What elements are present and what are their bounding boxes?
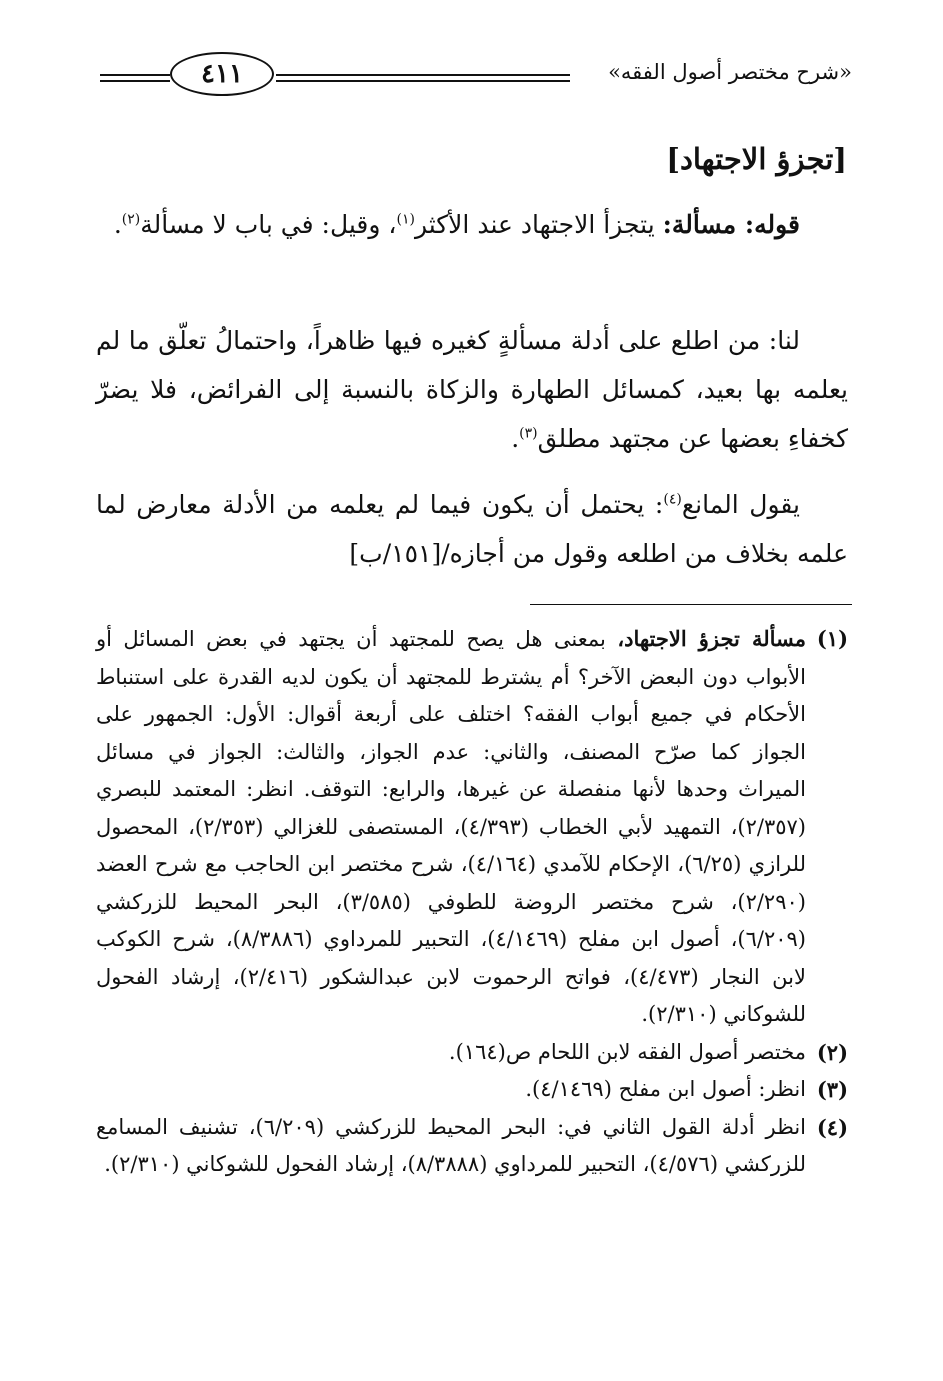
header-rule [100, 74, 170, 76]
footnotes [96, 620, 848, 1184]
footnote-text: انظر: أصول ابن مفلح (٤/١٤٦٩). [525, 1077, 806, 1101]
footnote-ref: (٣) [519, 425, 538, 442]
footnote-number: (٣) [816, 1077, 848, 1102]
page-number-badge: ٤١١ [170, 52, 274, 96]
footnote [96, 1034, 848, 1072]
paragraph-matn [96, 200, 848, 249]
footnote-number: (١) [816, 626, 848, 651]
footnote-text: انظر أدلة القول الثاني في: البحر المحيط للزركشي (٦/٢٠٩)، تشنيف المسامع للزركشي (٤/٥٧٦)، التحبير للمرداوي (٨/٣٨٨٨)، إرشاد الفحول للشوكاني (٢/٣١٠). [96, 1114, 806, 1176]
footnote-ref: (١) [396, 211, 415, 228]
footnote [96, 620, 848, 1034]
paragraph-text: . [511, 424, 520, 453]
paragraph-lead: قوله: مسألة: [662, 210, 800, 239]
paragraph-text: يقول المانع [681, 490, 800, 519]
section-heading: [تجزؤ الاجتهاد] [666, 142, 847, 176]
paragraph-text: لنا: من اطلع على أدلة مسألةٍ كغيره فيها ظاهراً، واحتمالُ تعلّق ما لم يعلمه بها بعيد، كمسائل الطهارة والزكاة بالنسبة إلى الفرائض، فلا يضرّ كخفاءِ بعضها عن مجتهد مطلق [96, 326, 848, 453]
footnote-separator [530, 604, 852, 605]
footnote-number: (٢) [816, 1039, 848, 1065]
footnote-ref: (٤) [663, 491, 682, 508]
footnote [96, 1071, 848, 1109]
header-rule [276, 80, 570, 82]
footnote-text: مختصر أصول الفقه لابن اللحام ص(١٦٤). [448, 1039, 806, 1064]
page-header [100, 44, 852, 104]
paragraph-text: . [113, 210, 122, 239]
footnote-text: بمعنى هل يصح للمجتهد أن يجتهد في بعض المسائل أو الأبواب دون البعض الآخر؟ أم يشترط للمجتهد أن يكون لديه القدرة على استنباط الأحكام في جميع أبواب الفقه؟ اختلف على أربعة أقوال: الأول: الجمهور على الجواز كما صرّح المصنف، والثاني: عدم الجواز، والثالث: الجواز في مسائل الميراث وحدها لأنها منفصلة عن غيرها، والرابع: التوقف. انظر: المعتمد للبصري (٢/٣٥٧)، التمهيد لأبي الخطاب (٤/٣٩٣)، المستصفى للغزالي (٢/٣٥٣)، المحصول للرازي (٦/٢٥)، الإحكام للآمدي (٤/١٦٤)، شرح مختصر ابن الحاجب مع شرح العضد (٢/٢٩٠)، شرح مختصر الروضة للطوفي (٣/٥٨٥)، البحر المحيط للزركشي (٦/٢٠٩)، أصول ابن مفلح (٤/١٤٦٩)، التحبير للمرداوي (٨/٣٨٨٦)، شرح الكوكب لابن النجار (٤/٤٧٣)، فواتح الرحموت لابن عبدالشكور (٢/٤١٦)، إرشاد الفحول للشوكاني (٢/٣١٠). [96, 627, 806, 1026]
paragraph-text: : يحتمل أن يكون فيما لم يعلمه من الأدلة معارض لما علمه بخلاف من اطلعه وقول من أجازه/[١٥١/ب] [96, 490, 848, 568]
paragraph-text: يتجزأ الاجتهاد عند الأكثر [414, 210, 663, 239]
running-title: «شرح مختصر أصول الفقه» [608, 60, 852, 84]
footnote-number: (٤) [816, 1114, 848, 1140]
paragraph-objection [96, 480, 848, 578]
footnote-lead: مسألة تجزؤ الاجتهاد، [617, 626, 806, 651]
footnote [96, 1109, 848, 1184]
footnote-ref: (٢) [121, 211, 141, 228]
paragraph-text: ، وقيل: في باب لا مسألة [140, 210, 397, 239]
header-rule [276, 74, 570, 76]
header-rule [100, 80, 170, 82]
paragraph-argument [96, 316, 848, 463]
